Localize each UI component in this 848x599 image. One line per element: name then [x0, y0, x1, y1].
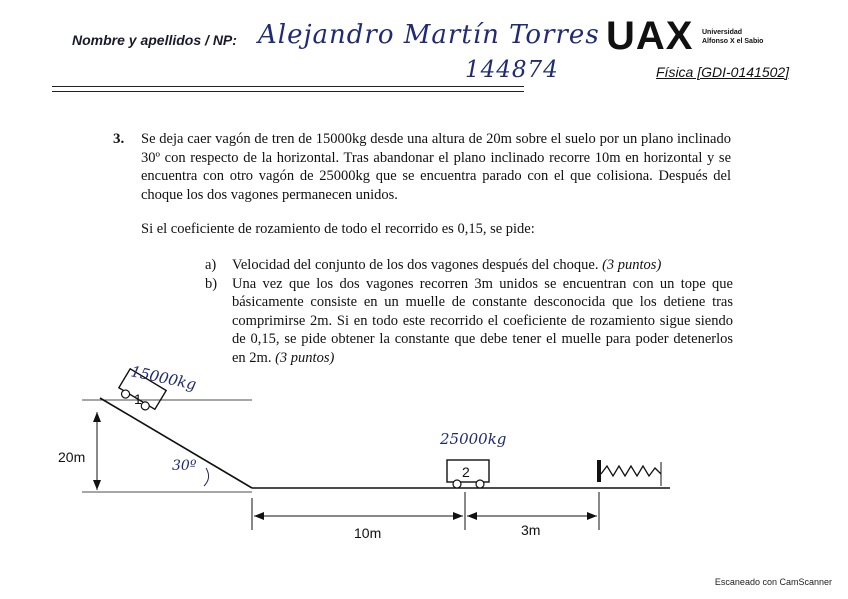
- wagon-2-wheel: [476, 480, 484, 488]
- logo-text: UAX: [606, 14, 694, 58]
- arrow-head: [254, 512, 264, 520]
- arrow-head: [587, 512, 597, 520]
- height-label: 20m: [58, 449, 86, 465]
- height-arrow-head-bottom: [93, 480, 101, 490]
- uax-logo: [606, 14, 786, 64]
- angle-label: 30º: [172, 458, 197, 474]
- name-label: Nombre y apellidos / NP:: [72, 32, 237, 48]
- handwritten-np: 144874: [465, 57, 559, 83]
- header-rule-top: [52, 86, 524, 87]
- question-item-a: [205, 256, 733, 275]
- item-body: Una vez que los dos vagones recorren 3m unidos se encuentran con un tope que básicamente consiste en un muelle de constante desconocida que los detiene tras comprimirse 2m. Si en todo este recorrido el coeficiente de rozamiento sigue siendo de 0,15, se pide obtener la constante que debe tener el muelle para poder detenerlos en 2m.: [232, 275, 733, 366]
- problem-number: 3.: [113, 131, 125, 147]
- item-label: a): [205, 257, 217, 273]
- course-code: Física [GDI-0141502]: [656, 64, 790, 80]
- arrow-head: [453, 512, 463, 520]
- handwritten-name: Alejandro Martín Torres: [258, 20, 600, 50]
- problem-diagram: [0, 340, 848, 560]
- arrow-head: [467, 512, 477, 520]
- wagon-2-wheel: [453, 480, 461, 488]
- item-points: (3 puntos): [275, 349, 335, 366]
- spring-wall: [597, 460, 601, 482]
- item-body: Velocidad del conjunto de los dos vagones después del choque.: [232, 257, 599, 273]
- wagon-1-number: 1: [134, 391, 142, 407]
- logo-sub-line-2: Alfonso X el Sabio: [702, 38, 764, 45]
- dist-3m-label: 3m: [521, 522, 541, 538]
- item-label: b): [205, 275, 218, 292]
- angle-arc: [204, 468, 209, 486]
- wagon-2-number: 2: [462, 464, 470, 480]
- wagon-1-mass: 15000kg: [129, 362, 198, 394]
- item-points: (3 puntos): [602, 257, 662, 273]
- problem-statement: Se deja caer vagón de tren de 15000kg desde una altura de 20m sobre el suelo por un plano inclinado 30º con respecto de la horizontal. Tras abandonar el plano inclinado recorre 10m en horizontal y se encuentra con otro vagón de 25000kg que se encuentra parado con el que colisiona. Después del choque los dos vagones permanecen unidos.: [141, 131, 731, 203]
- scanner-watermark: Escaneado con CamScanner: [714, 577, 832, 587]
- friction-statement: Si el coeficiente de rozamiento de todo el recorrido es 0,15, se pide:: [141, 221, 535, 237]
- logo-sub-line-1: Universidad: [702, 29, 743, 36]
- spring-icon: [601, 466, 661, 476]
- wagon-2-mass: 25000kg: [440, 430, 507, 448]
- dist-10m-label: 10m: [354, 525, 382, 541]
- header-rule-bottom: [52, 91, 524, 92]
- incline-plane: [100, 398, 252, 488]
- item-text: [232, 256, 733, 275]
- height-arrow-head-top: [93, 412, 101, 422]
